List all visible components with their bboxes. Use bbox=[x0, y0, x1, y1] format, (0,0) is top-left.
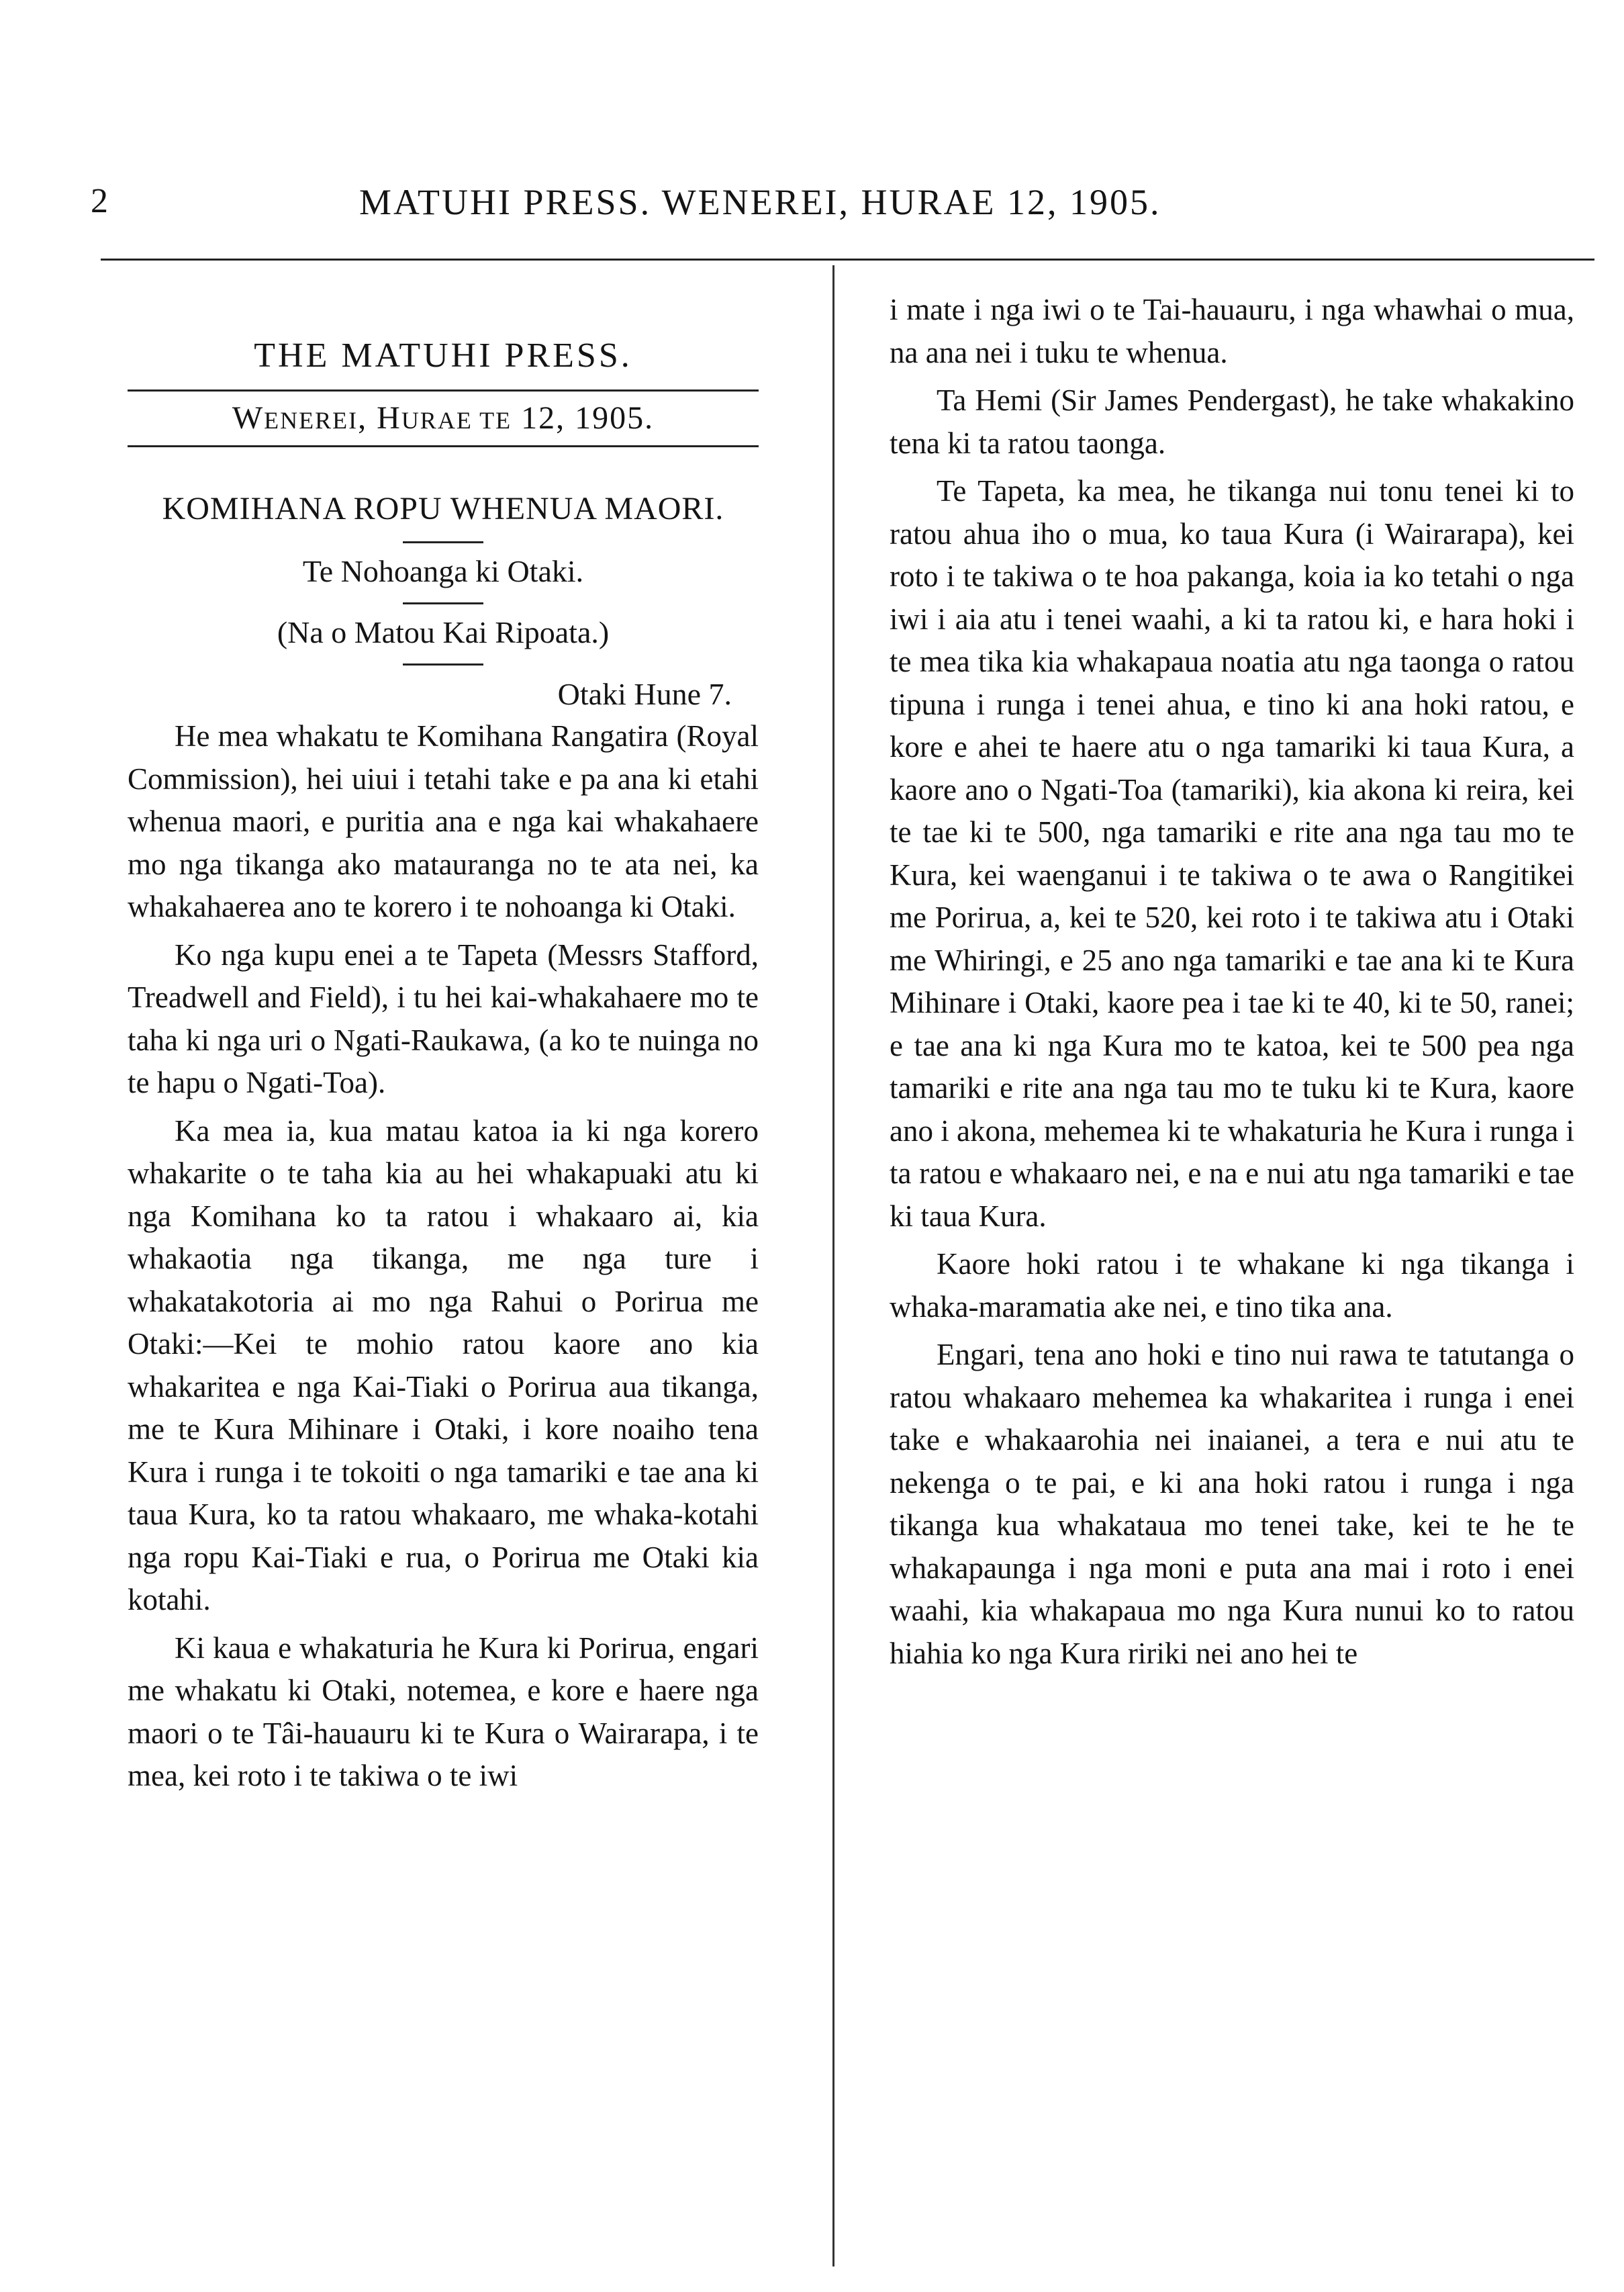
paragraph: i mate i nga iwi o te Tai-hauauru, i nga whawhai o mua, na ana nei i tuku te whenua. bbox=[890, 293, 1574, 369]
paragraph: Engari, tena ano hoki e tino nui rawa te tatutanga o ratou whakaaro mehemea ka whakaritea i runga i enei take e whakaarohia nei inaianei, a tera e nui atu te nekenga o te pai, e ki ana hoki ratou i runga i nga tikanga kua whakataua mo tenei take, kei te he te whakapaunga i nga moni e puta ana mai i roto i enei waahi, kia whakapaua mo nga Kura nunui ko to ratou hiahia ko nga Kura ririki nei ano hei te bbox=[890, 1338, 1574, 1670]
article-title: KOMIHANA ROPU WHENUA MAORI. bbox=[162, 491, 724, 526]
paragraph: Ko nga kupu enei a te Tapeta (Messrs Stafford, Treadwell and Field), i tu hei kai-whakahaere mo te taha ki nga uri o Ngati-Raukawa, (a ko te nuinga no te hapu o Ngati-Toa). bbox=[128, 937, 759, 1099]
article-subtitle: Te Nohoanga ki Otaki. bbox=[302, 554, 584, 588]
issue-date-day-initial: W bbox=[232, 400, 265, 436]
article-byline: (Na o Matou Kai Ripoata.) bbox=[277, 615, 610, 649]
subtitle-rule bbox=[403, 602, 483, 604]
left-column bbox=[128, 289, 759, 1803]
page-number: 2 bbox=[91, 182, 108, 220]
right-body bbox=[890, 289, 1574, 1675]
page-header bbox=[91, 181, 1500, 235]
byline-rule bbox=[403, 663, 483, 666]
paragraph: Ka mea ia, kua matau katoa ia ki nga korero whakarite o te taha kia au hei whakapuaki atu ki nga Komihana ko ta ratou i whakaaro ai, kia whakaotia nga tikanga, me nga ture i whakatakotoria ai mo nga Rahui o Porirua me Otaki:—Kei te mohio ratou kaore ano kia whakaritea e nga Kai-Tiaki o Porirua aua tikanga, me te Kura Mihinare i Otaki, i kore noaiho tena Kura i runga i te tokoiti o nga tamariki e tae ana ki taua Kura, ko ta ratou whakaaro, me whaka-kotahi nga ropu Kai-Tiaki e rua, o Porirua me Otaki kia kotahi. bbox=[128, 1113, 759, 1616]
article-dateline: Otaki Hune 7. bbox=[557, 677, 732, 711]
paragraph: Te Tapeta, ka mea, he tikanga nui tonu tenei ki to ratou ahua iho o mua, ko taua Kura (i Wairarapa), kei roto i te takiwa o te hoa pakanga, koia ia ko tetahi o nga iwi i aia atu i tenei waahi, a ki ta ratou ki, e hara hoki i te mea tika kia whakapaua noatia atu nga taonga o ratou tipuna i runga i tenei ahua, e tino ki ana hoki ratou, e kore e ahei te haere atu o nga tamariki ki taua Kura, a kaore ano o Ngati-Toa (tamariki), kia akona ki reira, kei te tae ki te 500, nga tamariki e rite ana nga tau mo te Kura, kei waenganui i te takiwa o te awa o Rangitikei me Porirua, a, kei te 520, kei roto i te takiwa atu i Otaki me Whiringi, e 25 ano nga tamariki e tae ana ki te Kura Mihinare i Otaki, kaore pea i tae ki te 40, ki te 50, ranei; e tae ana ki nga Kura mo te katoa, kei te 500 pea nga tamariki e rite ana nga tau mo te tuku ki te Kura, kaore ano i akona, mehemea ki te whakaturia he Kura i runga i ta ratou e whakaaro nei, e na e nui atu nga tamariki e tae ki taua Kura. bbox=[890, 474, 1574, 1233]
left-body bbox=[128, 715, 759, 1798]
title-rule bbox=[403, 541, 483, 543]
issue-date-month-rest: URAE TE bbox=[401, 407, 512, 434]
paragraph: Kaore hoki ratou i te whakane ki nga tikanga i whaka-maramatia ake nei, e tino tika ana. bbox=[890, 1247, 1574, 1324]
issue-date-month-initial: H bbox=[377, 400, 401, 436]
header-rule bbox=[101, 259, 1594, 261]
issue-date-day-rest: ENEREI bbox=[264, 407, 359, 434]
issue-date-separator: , bbox=[358, 400, 377, 436]
issue-date bbox=[128, 392, 759, 445]
column-rule bbox=[832, 265, 834, 2266]
right-column bbox=[890, 289, 1574, 1680]
masthead: THE MATUHI PRESS. bbox=[254, 336, 632, 375]
date-rule bbox=[128, 445, 759, 447]
issue-date-numbers: 12, 1905. bbox=[512, 400, 655, 436]
paragraph: Ki kaua e whakaturia he Kura ki Porirua, engari me whakatu ki Otaki, notemea, e kore e haere nga maori o te Tâi-hauauru ki te Kura o Wairarapa, i te mea, kei roto i te takiwa o te iwi bbox=[128, 1631, 759, 1792]
running-title: MATUHI PRESS. WENEREI, HURAE 12, 1905. bbox=[359, 182, 1161, 222]
paragraph: Ta Hemi (Sir James Pendergast), he take whakakino tena ki ta ratou taonga. bbox=[890, 383, 1574, 460]
paragraph: He mea whakatu te Komihana Rangatira (Royal Commission), hei uiui i tetahi take e pa ana ki etahi whenua maori, e puritia ana e nga kai whakahaere mo nga tikanga ako matauranga no te ata nei, ka whakahaerea ano te korero i te nohoanga ki Otaki. bbox=[128, 719, 759, 923]
